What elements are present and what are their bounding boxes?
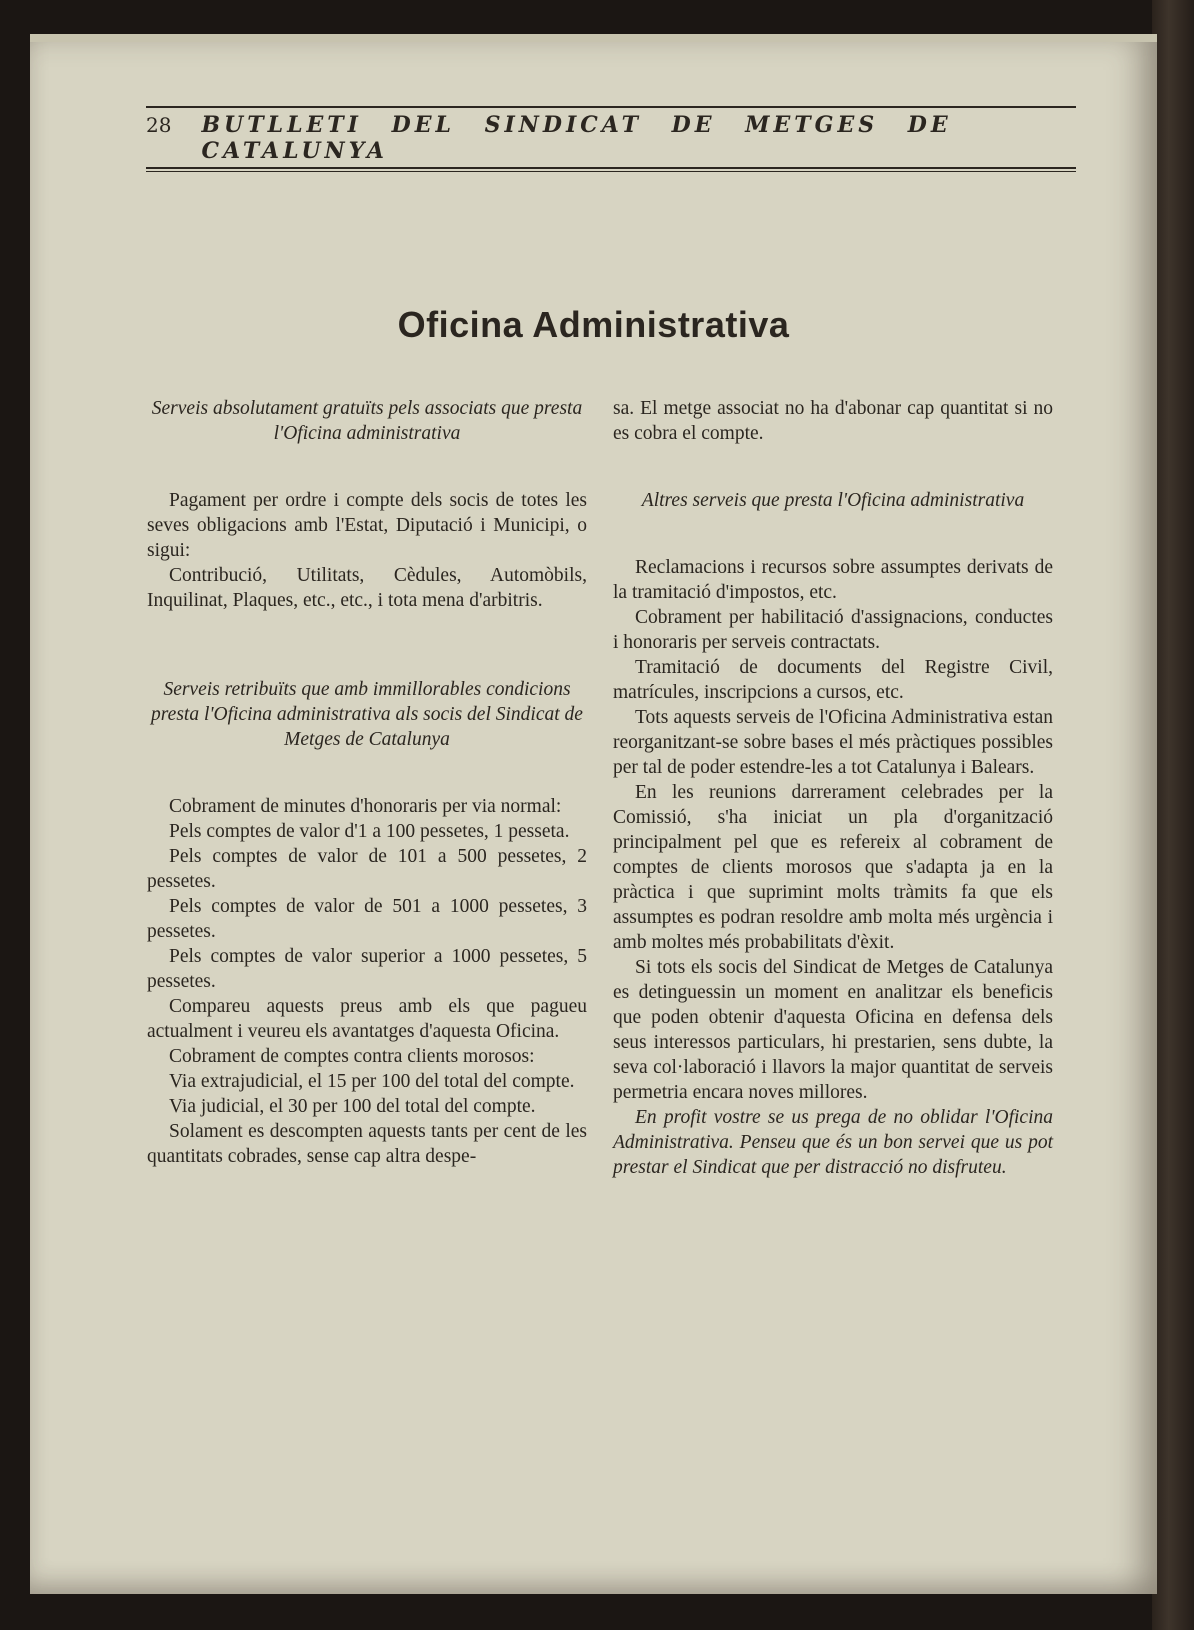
- right-column: [613, 396, 1053, 1180]
- article-title: Oficina Administrativa: [397, 304, 790, 345]
- page-number: 28: [146, 113, 172, 137]
- subhead-paid-services: Serveis retribuïts que amb immillorables condicions presta l'Oficina administrativa als socis del Sindicat de Metges de Catalunya: [151, 679, 583, 750]
- header-row: [146, 108, 1076, 167]
- left-column: [147, 396, 587, 1169]
- paragraph: Cobrament de minutes d'honoraris per via normal:: [169, 796, 562, 817]
- subhead-other-services: Altres serveis que presta l'Oficina administrativa: [641, 490, 1025, 511]
- document-page: [30, 34, 1157, 1594]
- running-header: [146, 106, 1076, 172]
- paragraph: Tramitació de documents del Registre Civil, matrícules, inscripcions a cursos, etc.: [613, 657, 1053, 703]
- paragraph: Via extrajudicial, el 15 per 100 del total del compte.: [169, 1071, 575, 1092]
- header-rule-bottom-thin: [146, 171, 1076, 172]
- paragraph: Solament es descompten aquests tants per cent de les quantitats cobrades, sense cap altra despe-: [147, 1121, 587, 1167]
- paragraph: Via judicial, el 30 per 100 del total del compte.: [169, 1096, 536, 1117]
- paragraph: Pels comptes de valor d'1 a 100 pessetes, 1 pesseta.: [169, 821, 570, 842]
- paragraph: Si tots els socis del Sindicat de Metges de Catalunya es detinguessin un moment en analitzar els beneficis que poden obtenir d'aquesta Oficina en defensa dels seus interessos particulars, hi prestarien, sens dubte, la seva col·laboració i llavors la major quantitat de serveis permetria encara noves millores.: [613, 957, 1053, 1103]
- paragraph: Reclamacions i recursos sobre assumptes derivats de la tramitació d'impostos, etc.: [613, 557, 1053, 603]
- subhead-free-services: Serveis absolutament gratuïts pels associats que presta l'Oficina administrativa: [151, 398, 583, 444]
- paragraph: Compareu aquests preus amb els que pagueu actualment i veureu els avantatges d'aquesta Oficina.: [147, 996, 587, 1042]
- header-rule-bottom: [146, 167, 1076, 169]
- closing-paragraph: En profit vostre se us prega de no oblidar l'Oficina Administrativa. Penseu que és un bon servei que us pot prestar el Sindicat que per distracció no disfruteu.: [613, 1107, 1053, 1178]
- page-top-edge: [30, 34, 1157, 42]
- running-title: BUTLLETI DEL SINDICAT DE METGES DE CATALUNYA: [201, 112, 952, 164]
- paragraph: En les reunions darrerament celebrades per la Comissió, s'ha iniciat un pla d'organització principalment pel que es refereix al cobrament de comptes de clients morosos que s'adapta ja en la pràctica i que suprimint molts tràmits fa que els assumptes es podran resoldre amb molta més urgència i amb moltes més probabilitats d'èxit.: [613, 782, 1053, 953]
- paragraph: Cobrament per habilitació d'assignacions, conductes i honoraris per serveis contractats.: [613, 607, 1053, 653]
- paragraph: Pels comptes de valor de 101 a 500 pessetes, 2 pessetes.: [147, 846, 587, 892]
- paragraph: Pels comptes de valor de 501 a 1000 pessetes, 3 pessetes.: [147, 896, 587, 942]
- paragraph-continued: sa. El metge associat no ha d'abonar cap quantitat si no es cobra el compte.: [613, 398, 1053, 444]
- paragraph: Tots aquests serveis de l'Oficina Administrativa estan reorganitzant-se sobre bases el més pràctiques possibles per tal de poder estendre-les a tot Catalunya i Balears.: [613, 707, 1053, 778]
- paragraph: Pagament per ordre i compte dels socis de totes les seves obligacions amb l'Estat, Diputació i Municipi, o sigui:: [147, 490, 587, 561]
- paragraph: Cobrament de comptes contra clients morosos:: [169, 1046, 535, 1067]
- paragraph: Contribució, Utilitats, Cèdules, Automòbils, Inquilinat, Plaques, etc., etc., i tota mena d'arbitris.: [147, 565, 587, 611]
- paragraph: Pels comptes de valor superior a 1000 pessetes, 5 pessetes.: [147, 946, 587, 992]
- book-spine-edge: [1152, 0, 1194, 1630]
